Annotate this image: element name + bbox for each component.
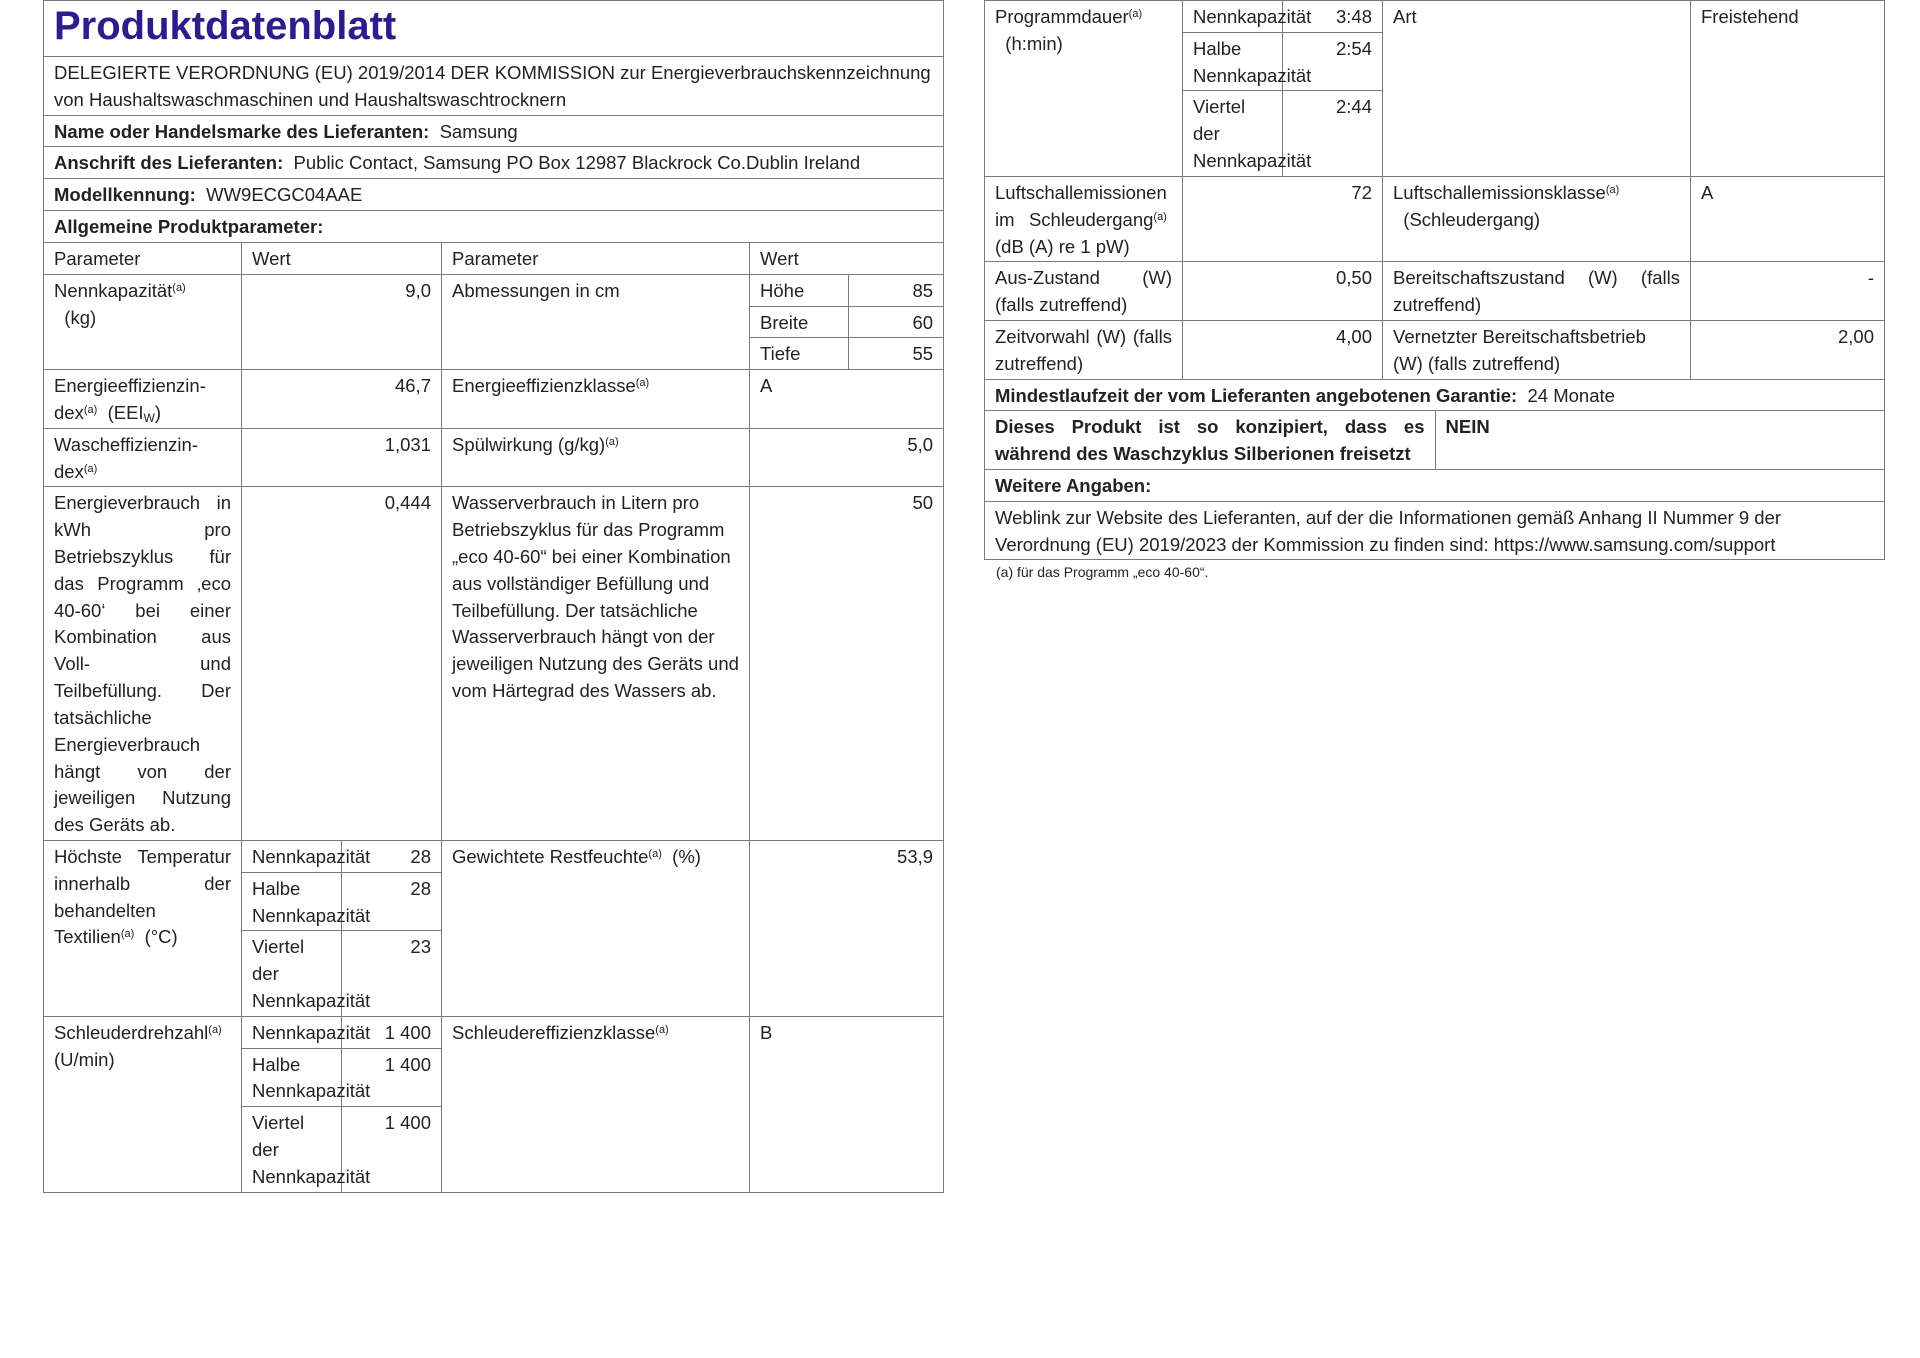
max-temp-half-label: Halbe Nennkapazität	[242, 872, 342, 931]
spin-quarter-label: Viertel der Nennkapazität	[242, 1107, 342, 1192]
header-value-2: Wert	[750, 242, 944, 274]
model-row	[44, 179, 944, 211]
dim-depth-value: 55	[912, 343, 934, 365]
dim-height-label: Höhe	[750, 275, 848, 306]
duration-half-label: Halbe Nennkapazität	[1183, 32, 1283, 91]
standby-value: -	[1691, 262, 1885, 321]
spin-full-value: 1 400	[342, 1016, 442, 1048]
noise-class-label: Luftschallemissionsklasse$^{(a)}$ (Schleudergang)	[1383, 176, 1691, 261]
supplier-label: Name oder Handelsmarke des Lieferanten:	[54, 120, 430, 142]
moisture-label: Gewichtete Restfeuchte$^{(a)}$ (%)	[442, 840, 750, 1016]
max-temp-half-value: 28	[342, 872, 442, 931]
supplier-value: Samsung	[439, 120, 518, 142]
delay-start-value: 4,00	[1183, 320, 1383, 379]
spin-class-value: B	[750, 1016, 944, 1192]
right-column	[984, 0, 1884, 585]
address-label: Anschrift des Lieferanten:	[54, 152, 284, 174]
footnote: (a) für das Programm „eco 40-60“.	[996, 564, 1209, 581]
noise-class-value: A	[1691, 176, 1885, 261]
max-temp-quarter-value: 23	[342, 931, 442, 1016]
product-sheet-table-right	[984, 0, 1885, 560]
product-sheet-table-left	[43, 0, 944, 1193]
max-temp-quarter-label: Viertel der Nennkapazität	[242, 931, 342, 1016]
energy-class-label: Energieeffizienzklasse$^{(a)}$	[442, 370, 750, 429]
max-temp-full-label: Nennkapazität	[242, 840, 342, 872]
networked-standby-value: 2,00	[1691, 320, 1885, 379]
weblink-text: Weblink zur Website des Lieferanten, auf der die Informationen gemäß Anhang II Nummer 9 der Verordnung (EU) 2019/2023 der Kommission zu finden sind: https://www.samsung.com/support	[985, 501, 1885, 560]
dim-height-value: 85	[848, 275, 943, 306]
guarantee-row	[985, 379, 1885, 411]
energy-class-value: A	[750, 370, 944, 429]
duration-full-label: Nennkapazität	[1183, 1, 1283, 33]
spin-half-value: 1 400	[342, 1048, 442, 1107]
off-mode-label: Aus-Zustand (W) (falls zutreffend)	[985, 262, 1183, 321]
duration-quarter-value: 2:44	[1283, 91, 1383, 176]
energy-consumption-value: 0,444	[242, 487, 442, 841]
dim-width-value: 60	[848, 306, 943, 338]
spin-class-label: Schleudereffizienzklasse$^{(a)}$	[442, 1016, 750, 1192]
header-value-1: Wert	[242, 242, 442, 274]
address-value: Public Contact, Samsung PO Box 12987 Blackrock Co.Dublin Ireland	[293, 152, 861, 174]
left-column	[43, 0, 943, 1193]
off-mode-value: 0,50	[1183, 262, 1383, 321]
silver-label: Dieses Produkt ist so konzipiert, dass es während des Waschzyklus Silberionen freisetzt	[985, 411, 1435, 469]
noise-label: Luftschallemissionen im Schleudergang$^{(a)}$ (dB (A) re 1 pW)	[985, 176, 1183, 261]
guarantee-value: 24 Monate	[1527, 384, 1615, 406]
dimensions-label: Abmessungen in cm	[442, 274, 750, 369]
rated-capacity-value: 9,0	[242, 274, 442, 369]
general-params-heading: Allgemeine Produktparameter:	[44, 211, 944, 243]
duration-full-value: 3:48	[1283, 1, 1383, 33]
model-label: Modellkennung:	[54, 184, 196, 206]
guarantee-label: Mindestlaufzeit der vom Lieferanten angebotenen Garantie:	[995, 384, 1518, 406]
model-value: WW9ECGC04AAE	[206, 184, 363, 206]
noise-value: 72	[1183, 176, 1383, 261]
max-temp-label: Höchste Temperatur innerhalb der behandelten Textilien$^{(a)}$ (°C)	[44, 840, 242, 1016]
energy-consumption-label: Energieverbrauch in kWh pro Betriebszyklus für das Programm ‚eco 40-60‘ bei einer Kombination aus Voll- und Teilbefüllung. Der tatsächliche Energieverbrauch hängt von der jeweiligen Nutzung des Geräts ab.	[44, 487, 242, 841]
duration-quarter-label: Viertel der Nennkapazität	[1183, 91, 1283, 176]
spin-half-label: Halbe Nennkapazität	[242, 1048, 342, 1107]
silver-row	[985, 411, 1885, 470]
dimensions-values	[750, 274, 944, 369]
spin-speed-label: Schleuderdrehzahl$^{(a)}$ (U/min)	[44, 1016, 242, 1192]
rated-capacity-label: Nennkapazität$^{(a)}$ (kg)	[44, 274, 242, 369]
header-parameter-1: Parameter	[44, 242, 242, 274]
networked-standby-label: Vernetzter Bereitschaftsbetrieb (W) (falls zutreffend)	[1383, 320, 1691, 379]
water-consumption-label: Wasserverbrauch in Litern pro Betriebszyklus für das Programm „eco 40-60“ bei einer Kombination aus vollständiger Befüllung und Teilbefüllung. Der tatsächliche Wasserverbrauch hängt von der jeweiligen Nutzung des Geräts und vom Härtegrad des Wassers ab.	[442, 487, 750, 841]
spin-full-label: Nennkapazität	[242, 1016, 342, 1048]
additional-heading: Weitere Angaben:	[985, 470, 1885, 502]
program-duration-label: Programmdauer$^{(a)}$ (h:min)	[985, 1, 1183, 177]
header-parameter-2: Parameter	[442, 242, 750, 274]
wash-index-value: 1,031	[242, 428, 442, 487]
spin-quarter-value: 1 400	[342, 1107, 442, 1192]
moisture-value: 53,9	[750, 840, 944, 1016]
type-label: Art	[1383, 1, 1691, 177]
duration-half-value: 2:54	[1283, 32, 1383, 91]
silver-value: NEIN	[1445, 416, 1490, 438]
eei-value: 46,7	[242, 370, 442, 429]
rinse-value: 5,0	[750, 428, 944, 487]
page-title: Produktdatenblatt	[44, 1, 944, 57]
standby-label: Bereitschaftszustand (W) (falls zutreffend)	[1383, 262, 1691, 321]
type-value: Freistehend	[1691, 1, 1885, 177]
water-consumption-value: 50	[750, 487, 944, 841]
wash-index-label: Wascheffizienzin- dex$^{(a)}$	[44, 428, 242, 487]
dim-depth-label: Tiefe	[750, 338, 848, 369]
delay-start-label: Zeitvorwahl (W) (falls zutreffend)	[985, 320, 1183, 379]
eei-label: Energieeffizienzin- dex$^{(a)}$ $(EEI_W)$	[44, 370, 242, 429]
max-temp-full-value: 28	[342, 840, 442, 872]
address-row	[44, 147, 944, 179]
rinse-label: Spülwirkung $(g/kg)^{(a)}$	[442, 428, 750, 487]
dim-width-label: Breite	[750, 306, 848, 338]
regulation-text: DELEGIERTE VERORDNUNG (EU) 2019/2014 DER KOMMISSION zur Energieverbrauchskennzeichnung von Haushaltswaschmaschinen und Haushaltswaschtrocknern	[44, 57, 944, 116]
supplier-row	[44, 115, 944, 147]
